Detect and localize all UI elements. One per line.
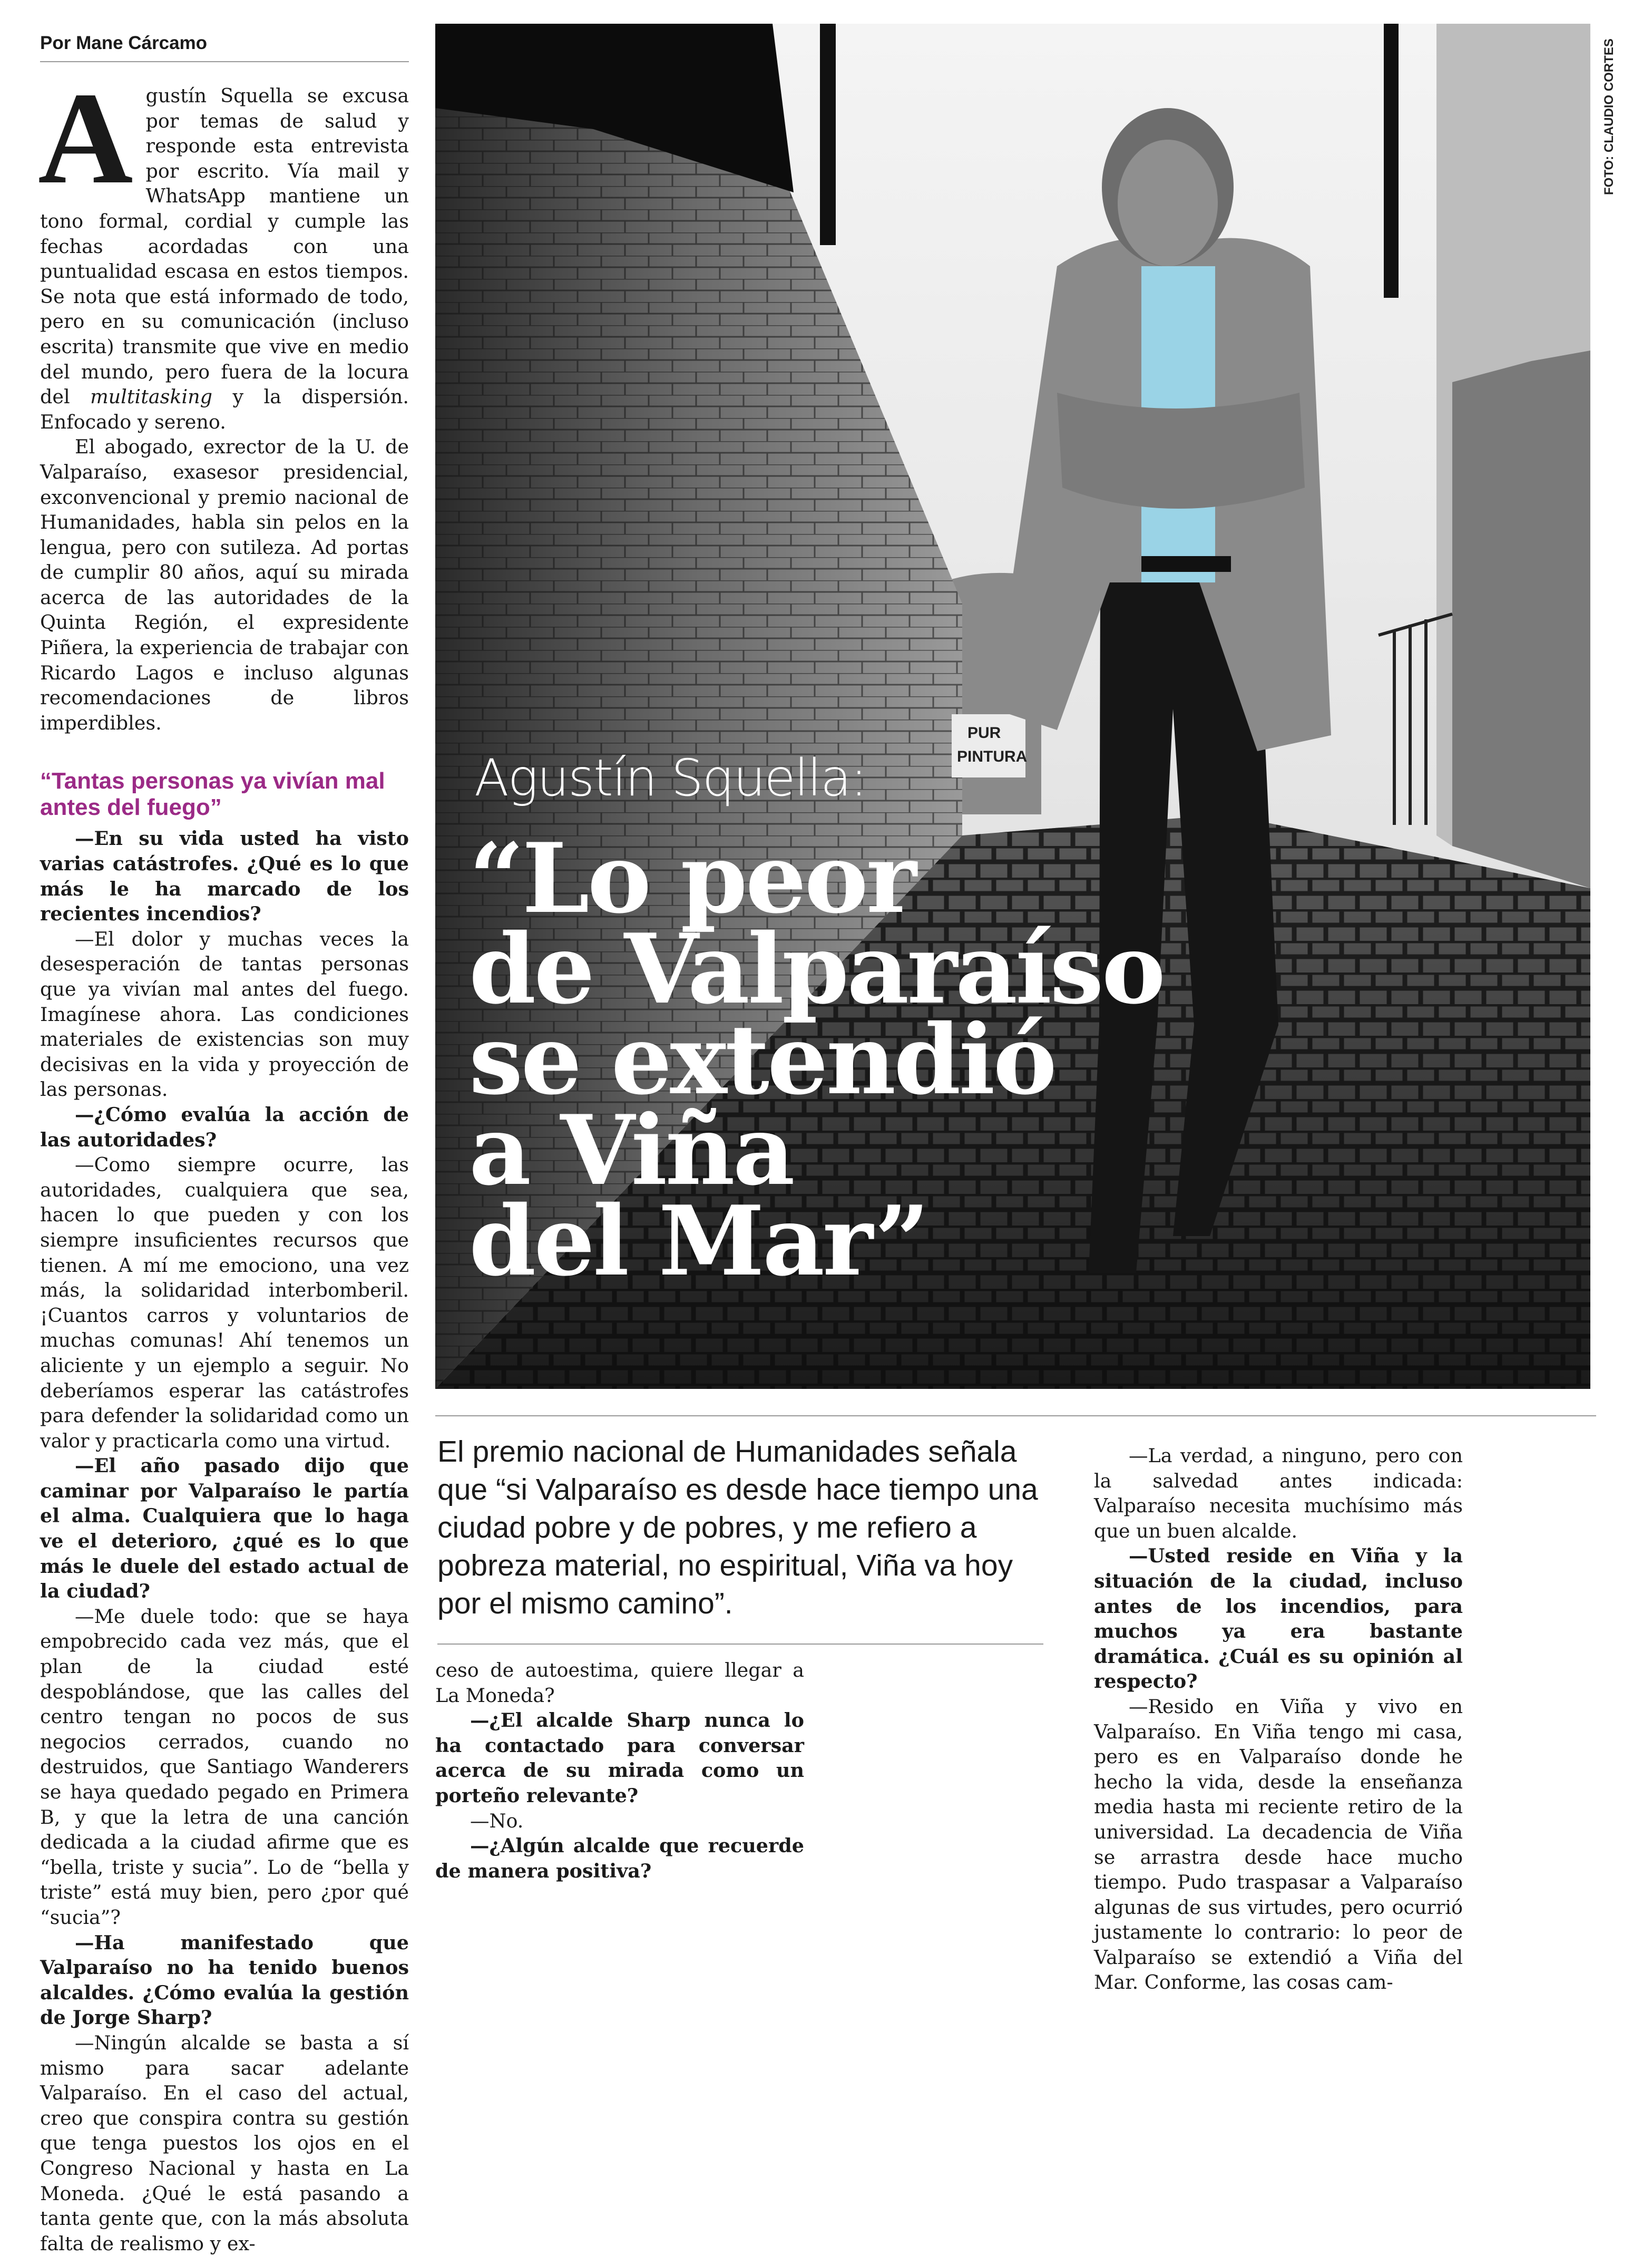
interview-answer-continued: ceso de autoestima, quiere llegar a La Moneda? — [435, 1659, 804, 1707]
headline-line: “Lo peor — [469, 822, 915, 935]
photo-sign-text: PUR — [967, 724, 1001, 742]
article-column-middle — [435, 1658, 804, 1883]
article-column-right — [1094, 1443, 1463, 1995]
intro-emphasis: multitasking — [90, 385, 213, 409]
interview-question: —¿El alcalde Sharp nunca lo ha contactado para conversar acerca de su mirada como un porteño relevante? — [435, 1709, 804, 1807]
article-column-left — [38, 65, 409, 2256]
interview-answer: —Como siempre ocurre, las autoridades, cualquiera que sea, hacen lo que pueden y con los siempre insuficientes recursos que tienen. A mí me emociono, una vez más, la solidaridad interbomberil. ¡Cuantos carros y voluntarios de muchas comunas! Ahí tenemos un aliciente y un ejemplo a seguir. No deberíamos esperar las catástrofes para defender la solidaridad como un valor y practicarla como una virtud. — [40, 1153, 409, 1452]
headline — [469, 822, 1164, 1297]
intro-paragraph-2: El abogado, exrector de la U. de Valparaíso, exasesor presidencial, exconvencional y premio nacional de Humanidades, habla sin pelos en la lengua, pero con sutileza. Ad portas de cumplir 80 años, aquí su mirada acerca de las autoridades de la Quinta Región, el expresidente Piñera, la experiencia de trabajar con Ricardo Lagos e incluso algunas recomendaciones de libros imperdibles. — [40, 435, 409, 734]
interview-question: —El año pasado dijo que caminar por Valparaíso le partía el alma. Cualquiera que lo haga ve el deterioro, ¿qué es lo que más le duele del estado actual de la ciudad? — [40, 1454, 409, 1603]
interview-answer: —Me duele todo: que se haya empobrecido cada vez más, que el plan de la ciudad esté despoblándose, que las calles del centro tengan no pocos de sus negocios cerrados, cuando no destruidos, que Santiago Wanderers se haya quedado pegado en Primera B, y que la letra de una canción dedicada a la ciudad afirme que es “bella, triste y sucia”. Lo de “bella y triste” está muy bien, pero ¿por qué “sucia”? — [40, 1605, 409, 1929]
headline-line: de Valparaíso — [469, 912, 1164, 1025]
interview-question: —¿Cómo evalúa la acción de las autoridades? — [40, 1103, 409, 1151]
intro-text-a: gustín Squella se excusa por temas de salud y responde esta entrevista por escrito. Vía mail y WhatsApp mantiene un tono formal, cordial y cumple las fechas acordadas con una puntualidad escasa en estos tiempos. Se nota que está informado de todo, pero en su comunicación (incluso escrita) transmite que vive en medio del mundo, pero fuera de la locura del — [40, 84, 409, 409]
headline-line: a Viña — [469, 1094, 793, 1207]
interview-question: —Usted reside en Viña y la situación de la ciudad, incluso antes de los incendios, para muchos ya era bastante dramática. ¿Cuál es su opinión al respecto? — [1094, 1544, 1463, 1693]
headline-line: del Mar” — [469, 1184, 928, 1297]
interview-question: —Ha manifestado que Valparaíso no ha tenido buenos alcaldes. ¿Cómo evalúa la gestión de Jorge Sharp? — [40, 1931, 409, 2029]
headline-line: se extendió — [469, 1003, 1055, 1116]
photo-credit: FOTO: CLAUDIO CORTES — [1602, 38, 1616, 195]
interview-answer: —Resido en Viña y vivo en Valparaíso. En Viña tengo mi casa, pero es en Valparaíso donde he hecho la vida, desde la enseñanza media hasta mi reciente retiro de la universidad. La decadencia de Viña se arrastra desde hace mucho tiempo. Pudo traspasar a Valparaíso algunas de sus virtudes, pero ocurrió justamente lo contrario: lo peor de Valparaíso se extendió a Viña del Mar. Conforme, las cosas cam- — [1094, 1695, 1463, 1994]
intro-paragraph-1 — [38, 65, 409, 434]
qa-block-left — [40, 826, 409, 2256]
interview-answer: —El dolor y muchas veces la desesperación de tantas personas que ya vivían mal antes del fuego. Imagínese ahora. Las condiciones materiales de existencias son muy decisivas en la vida y proyección de las personas. — [40, 927, 409, 1101]
drop-cap: A — [38, 65, 133, 211]
headline-kicker: Agustín Squella: — [474, 748, 867, 808]
intro-text-b: y la dispersión. Enfocado y sereno. — [40, 385, 409, 433]
section-subhead: “Tantas personas ya vivían mal antes del fuego” — [40, 768, 385, 821]
interview-answer: —No. — [470, 1809, 524, 1832]
interview-question: —En su vida usted ha visto varias catástrofes. ¿Qué es lo que más le ha marcado de los recientes incendios? — [40, 827, 409, 926]
deck: El premio nacional de Humanidades señala que “si Valparaíso es desde hace tiempo una ciudad pobre y de pobres, y me refiero a pobreza material, no espiritual, Viña va hoy por el mismo camino”. — [437, 1433, 1043, 1645]
byline: Por Mane Cárcamo — [40, 33, 409, 62]
photo-sign-text: PINTURA — [957, 748, 1028, 765]
qa-block-middle — [435, 1658, 804, 1883]
divider — [435, 1415, 1596, 1416]
interview-answer: —La verdad, a ninguno, pero con la salvedad antes indicada: Valparaíso necesita muchísimo más que un buen alcalde. — [1094, 1444, 1463, 1542]
interview-question: —¿Algún alcalde que recuerde de manera positiva? — [435, 1834, 804, 1882]
interview-answer: —Ningún alcalde se basta a sí mismo para sacar adelante Valparaíso. En el caso del actual, creo que conspira contra su gestión que tenga puestos los ojos en el Congreso Nacional y hasta en La Moneda. ¿Qué le está pasando a tanta gente que, con la más absoluta falta de realismo y ex- — [40, 2031, 409, 2255]
qa-block-right — [1094, 1443, 1463, 1995]
